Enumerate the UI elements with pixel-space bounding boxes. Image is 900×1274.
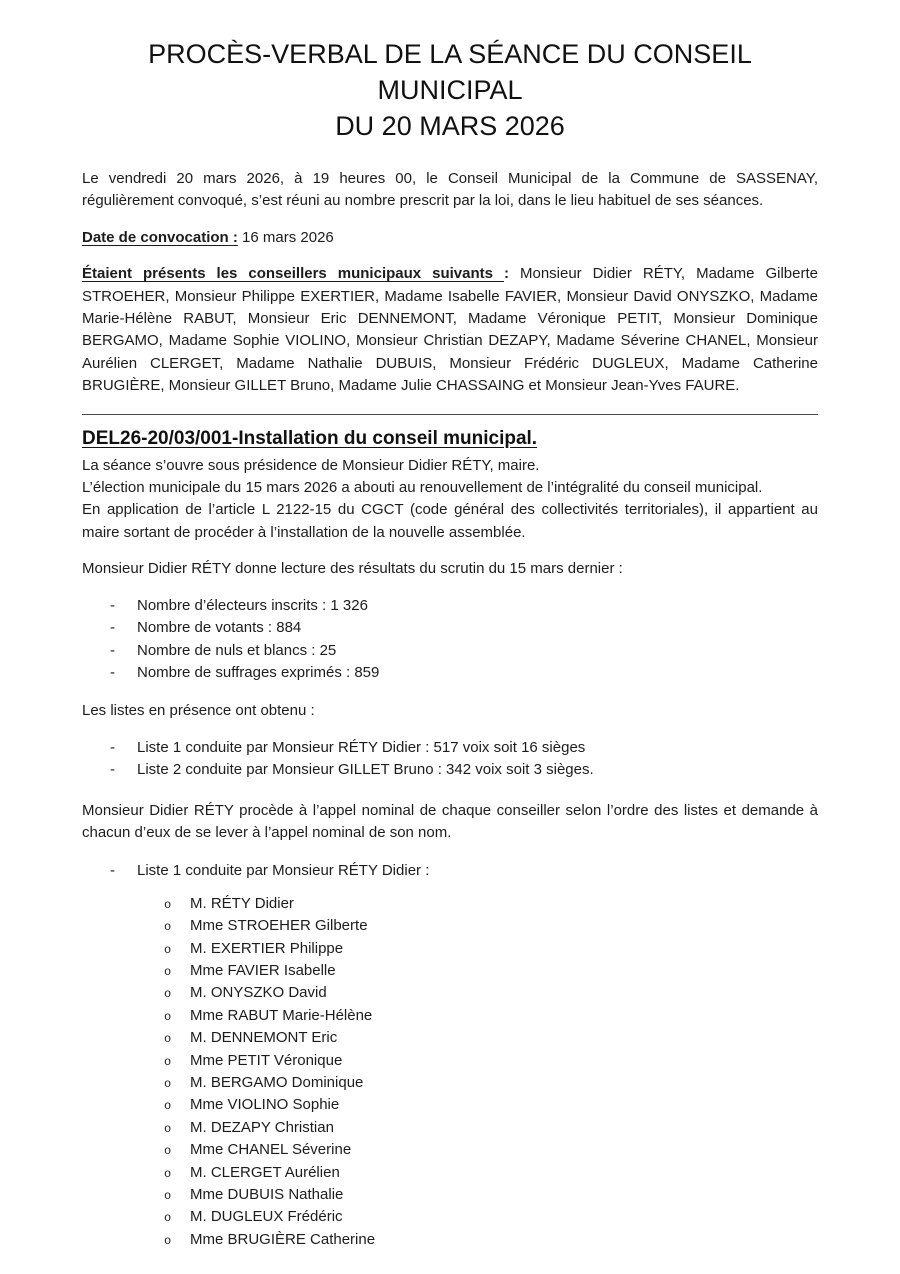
list-item	[82, 860, 818, 882]
deliberation-heading: DEL26-20/03/001-Installation du conseil municipal.	[82, 427, 538, 449]
present-paragraph	[82, 263, 818, 397]
scrutin-item: Nombre de suffrages exprimés : 859	[137, 663, 380, 681]
list-item	[82, 617, 818, 639]
circle-bullet: o	[164, 1211, 172, 1226]
opening-paragraph: Le vendredi 20 mars 2026, à 19 heures 00, le Conseil Municipal de la Commune de SASSENAY, régulièrement convoqué, s’est réuni au nombre prescrit par la loi, dans le lieu habituel de ses séances.	[82, 170, 818, 210]
circle-bullet: o	[164, 1032, 172, 1047]
list-item	[82, 1184, 818, 1206]
member-name: Mme STROEHER Gilberte	[190, 917, 368, 935]
scrutin-item: Nombre d’électeurs inscrits : 1 326	[137, 596, 368, 614]
list-item	[82, 915, 818, 937]
election-paragraph: L’élection municipale du 15 mars 2026 a abouti au renouvellement de l’intégralité du conseil municipal.	[82, 479, 763, 497]
member-name: Mme FAVIER Isabelle	[190, 961, 336, 979]
scrutin-intro: Monsieur Didier RÉTY donne lecture des résultats du scrutin du 15 mars dernier :	[82, 560, 623, 578]
listes-intro: Les listes en présence ont obtenu :	[82, 702, 315, 720]
member-name: Mme PETIT Véronique	[190, 1051, 343, 1069]
member-name: M. DENNEMONT Eric	[190, 1029, 338, 1047]
list-item	[82, 1005, 818, 1027]
circle-bullet: o	[164, 1233, 172, 1248]
list-item	[82, 960, 818, 982]
member-name: M. BERGAMO Dominique	[190, 1074, 364, 1091]
liste-result: Liste 1 conduite par Monsieur RÉTY Didier : 517 voix soit 16 sièges	[137, 738, 586, 756]
list-item	[82, 938, 818, 960]
member-name: M. DUGLEUX Frédéric	[190, 1208, 343, 1226]
scrutin-results-list	[82, 595, 818, 685]
list-item	[82, 1206, 818, 1228]
circle-bullet: o	[164, 1077, 172, 1091]
dash-bullet: -	[110, 596, 115, 614]
page-title-line1: PROCÈS-VERBAL DE LA SÉANCE DU CONSEIL MUNICIPAL	[148, 39, 752, 105]
convocation-label: Date de convocation :	[82, 228, 238, 246]
section-divider	[82, 414, 818, 415]
circle-bullet: o	[164, 1121, 172, 1136]
circle-bullet: o	[164, 987, 172, 1002]
dash-bullet: -	[110, 641, 115, 659]
member-name: Mme DUBUIS Nathalie	[190, 1186, 344, 1204]
page-title	[82, 36, 818, 144]
circle-bullet: o	[164, 1189, 172, 1204]
member-name: Mme VIOLINO Sophie	[190, 1096, 340, 1114]
dash-bullet: -	[110, 761, 115, 779]
circle-bullet: o	[164, 942, 172, 957]
circle-bullet: o	[164, 920, 172, 935]
dash-bullet: -	[110, 619, 115, 637]
scrutin-item: Nombre de votants : 884	[137, 619, 302, 637]
liste1-header: Liste 1 conduite par Monsieur RÉTY Didier :	[137, 862, 430, 880]
dash-bullet: -	[110, 862, 115, 880]
list-item	[82, 640, 818, 662]
circle-bullet: o	[164, 964, 172, 979]
circle-bullet: o	[164, 1009, 172, 1024]
list-item	[82, 759, 818, 781]
list-item	[82, 737, 818, 759]
scrutin-item: Nombre de nuls et blancs : 25	[137, 641, 337, 659]
member-name: M. DEZAPY Christian	[190, 1118, 334, 1136]
list-item	[82, 1139, 818, 1161]
member-name: M. RÉTY Didier	[190, 894, 294, 912]
cgct-paragraph: En application de l’article L 2122-15 du CGCT (code général des collectivités territoriales), il appartient au maire sortant de procéder à l’installation de la nouvelle assemblée.	[82, 501, 818, 541]
listes-results-list	[82, 737, 818, 782]
list-item	[82, 1072, 818, 1094]
list-item	[82, 1229, 818, 1251]
list-item	[82, 982, 818, 1004]
page-title-line2: DU 20 MARS 2026	[335, 111, 565, 141]
list-item	[82, 893, 818, 915]
list-item	[82, 1050, 818, 1072]
member-name: M. ONYSZKO David	[190, 984, 327, 1002]
list-item	[82, 1117, 818, 1139]
circle-bullet: o	[164, 897, 172, 912]
member-name: Mme BRUGIÈRE Catherine	[190, 1230, 376, 1248]
present-colon: :	[503, 265, 520, 283]
member-name: Mme CHANEL Séverine	[190, 1141, 352, 1159]
list-item	[82, 1162, 818, 1184]
liste1-header-list	[82, 860, 818, 882]
circle-bullet: o	[164, 1166, 172, 1181]
liste-result: Liste 2 conduite par Monsieur GILLET Bruno : 342 voix soit 3 sièges.	[137, 761, 594, 779]
list-item	[82, 662, 818, 684]
member-name: M. CLERGET Aurélien	[190, 1163, 340, 1181]
dash-bullet: -	[110, 738, 115, 756]
member-name: M. EXERTIER Philippe	[190, 939, 344, 957]
circle-bullet: o	[164, 1099, 172, 1114]
ouverture-paragraph: La séance s’ouvre sous présidence de Monsieur Didier RÉTY, maire.	[82, 456, 540, 474]
dash-bullet: -	[110, 663, 115, 681]
list-item	[82, 595, 818, 617]
convocation-value: 16 mars 2026	[237, 228, 334, 246]
deliberation-intro	[82, 455, 818, 545]
circle-bullet: o	[164, 1144, 172, 1159]
appel-paragraph: Monsieur Didier RÉTY procède à l’appel nominal de chaque conseiller selon l’ordre des listes et demande à chacun d’eux de se lever à l’appel nominal de son nom.	[82, 801, 818, 841]
present-value: Monsieur Didier RÉTY, Madame Gilberte STROEHER, Monsieur Philippe EXERTIER, Madame Isabelle FAVIER, Monsieur David ONYSZKO, Madame Marie-Hélène RABUT, Monsieur Eric DENNEMONT, Madame Véronique PETIT, Monsieur Dominique BERGAMO, Madame Sophie VIOLINO, Monsieur Christian DEZAPY, Madame Séverine CHANEL, Monsieur Aurélien CLERGET, Madame Nathalie DUBUIS, Monsieur Frédéric DUGLEUX, Madame Catherine BRUGIÈRE, Monsieur GILLET Bruno, Madame Julie CHASSAING et Monsieur Jean-Yves FAURE.	[82, 265, 818, 395]
member-name: Mme RABUT Marie-Hélène	[190, 1006, 373, 1024]
convocation-line	[82, 227, 818, 249]
present-label: Étaient présents les conseillers municipaux suivants	[82, 265, 504, 283]
liste1-members-list	[82, 893, 818, 1252]
list-item	[82, 1027, 818, 1049]
circle-bullet: o	[164, 1054, 172, 1069]
list-item	[82, 1094, 818, 1116]
